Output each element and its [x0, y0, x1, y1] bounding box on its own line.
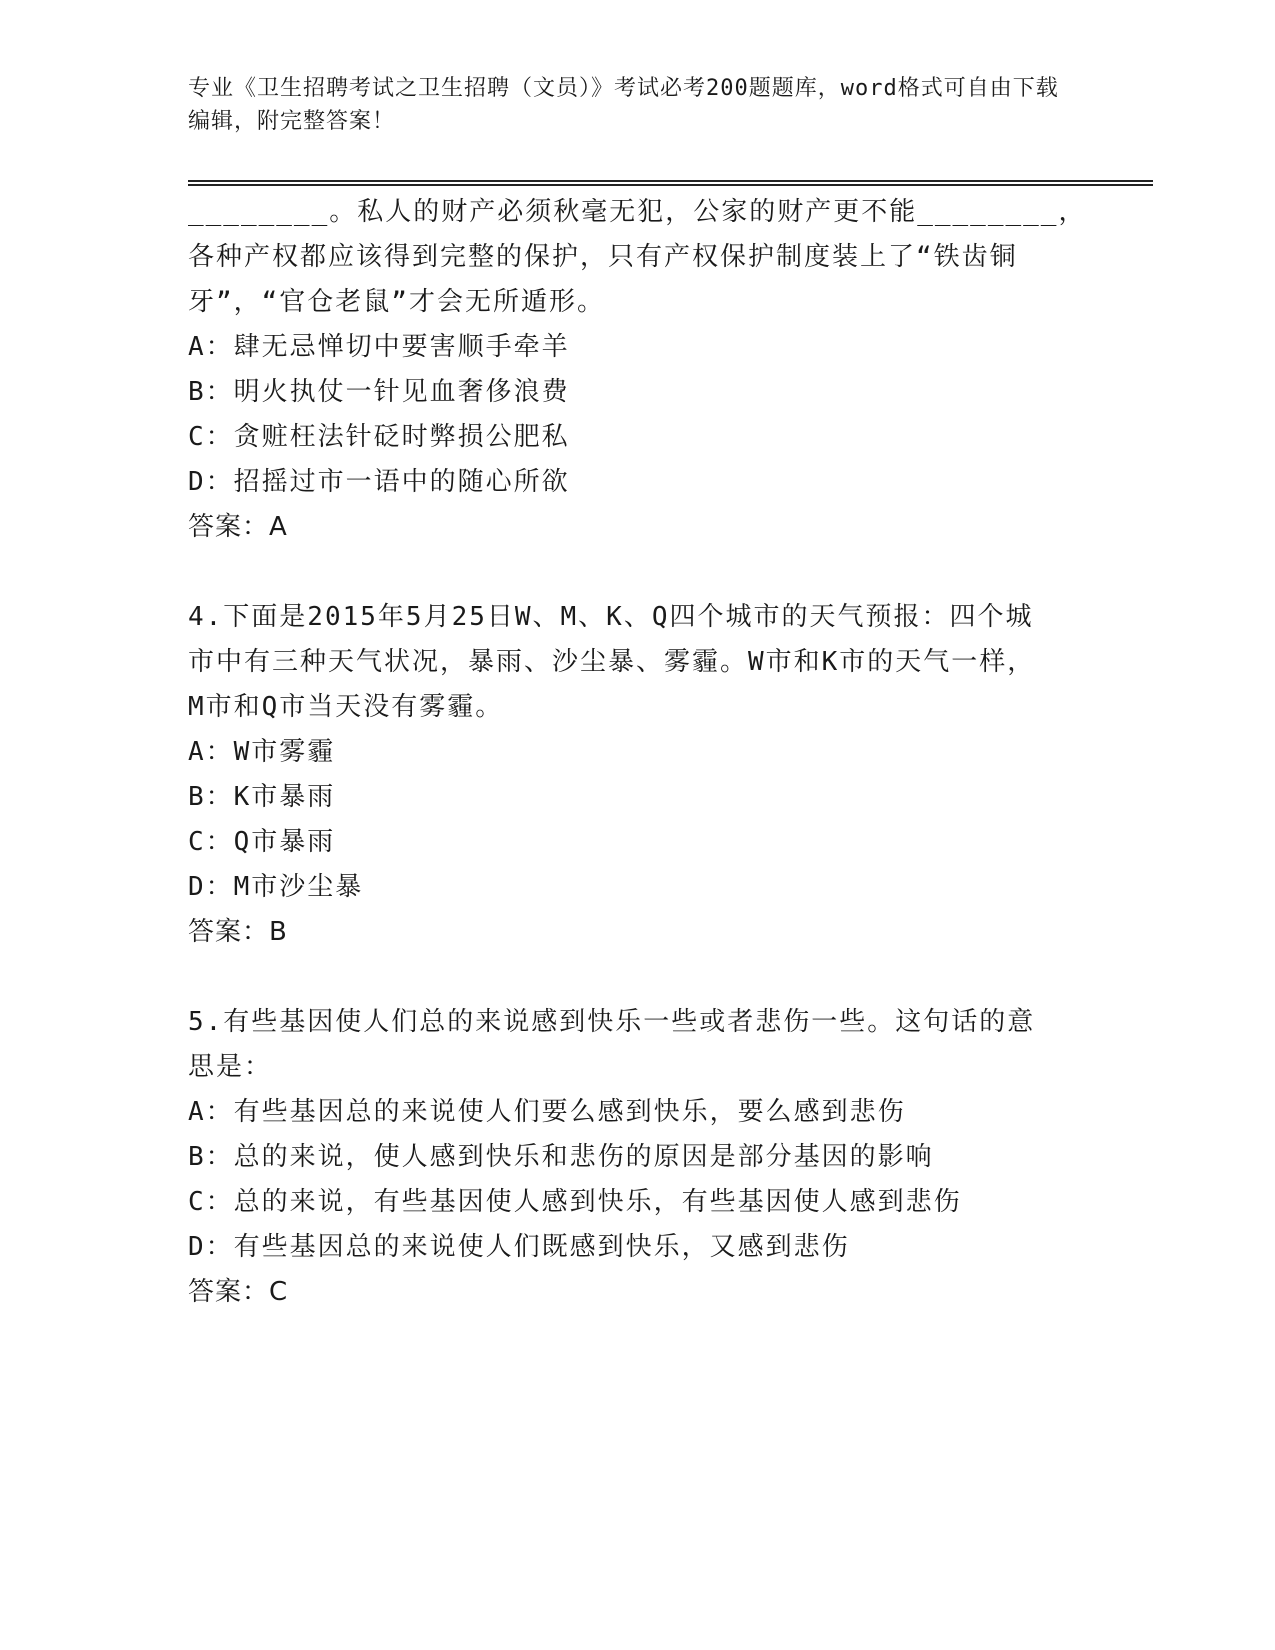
question-stem-line: ________。私人的财产必须秋毫无犯，公家的财产更不能________，: [188, 197, 1087, 227]
answer-line: 答案：B: [188, 917, 288, 947]
option-c: C：Q市暴雨: [188, 827, 336, 857]
option-b: B：明火执仗一针见血奢侈浪费: [188, 377, 570, 407]
question-list: [188, 190, 1148, 1360]
question-stem-line: M市和Q市当天没有雾霾。: [188, 692, 504, 722]
option-b: B：K市暴雨: [188, 782, 336, 812]
question-stem-line: 5.有些基因使人们总的来说感到快乐一些或者悲伤一些。这句话的意: [188, 1007, 1036, 1037]
option-c: C：贪赃枉法针砭时弊损公肥私: [188, 422, 570, 452]
question-item: [188, 595, 1148, 955]
header-divider: [188, 180, 1153, 186]
question-item: [188, 1000, 1148, 1315]
option-b: B：总的来说，使人感到快乐和悲伤的原因是部分基因的影响: [188, 1142, 934, 1172]
question-stem-line: 思是：: [188, 1052, 273, 1082]
answer-line: 答案：A: [188, 512, 288, 542]
option-d: D：有些基因总的来说使人们既感到快乐，又感到悲伤: [188, 1232, 850, 1262]
document-header: [188, 72, 1068, 138]
answer-line: 答案：C: [188, 1277, 289, 1307]
question-stem-line: 牙”，“官仓老鼠”才会无所遁形。: [188, 287, 605, 317]
option-a: A：肆无忌惮切中要害顺手牵羊: [188, 332, 570, 362]
option-a: A：W市雾霾: [188, 737, 336, 767]
option-a: A：有些基因总的来说使人们要么感到快乐，要么感到悲伤: [188, 1097, 906, 1127]
header-title: 专业《卫生招聘考试之卫生招聘（文员）》考试必考200题题库，word格式可自由下载编辑，附完整答案！: [188, 76, 1059, 134]
question-item: [188, 190, 1148, 550]
option-d: D：招摇过市一语中的随心所欲: [188, 467, 570, 497]
question-stem-line: 4.下面是2015年5月25日W、M、K、Q四个城市的天气预报：四个城: [188, 602, 1034, 632]
option-d: D：M市沙尘暴: [188, 872, 364, 902]
question-stem-line: 各种产权都应该得到完整的保护，只有产权保护制度装上了“铁齿铜: [188, 242, 1018, 272]
question-stem-line: 市中有三种天气状况，暴雨、沙尘暴、雾霾。W市和K市的天气一样，: [188, 647, 1036, 677]
option-c: C：总的来说，有些基因使人感到快乐，有些基因使人感到悲伤: [188, 1187, 962, 1217]
